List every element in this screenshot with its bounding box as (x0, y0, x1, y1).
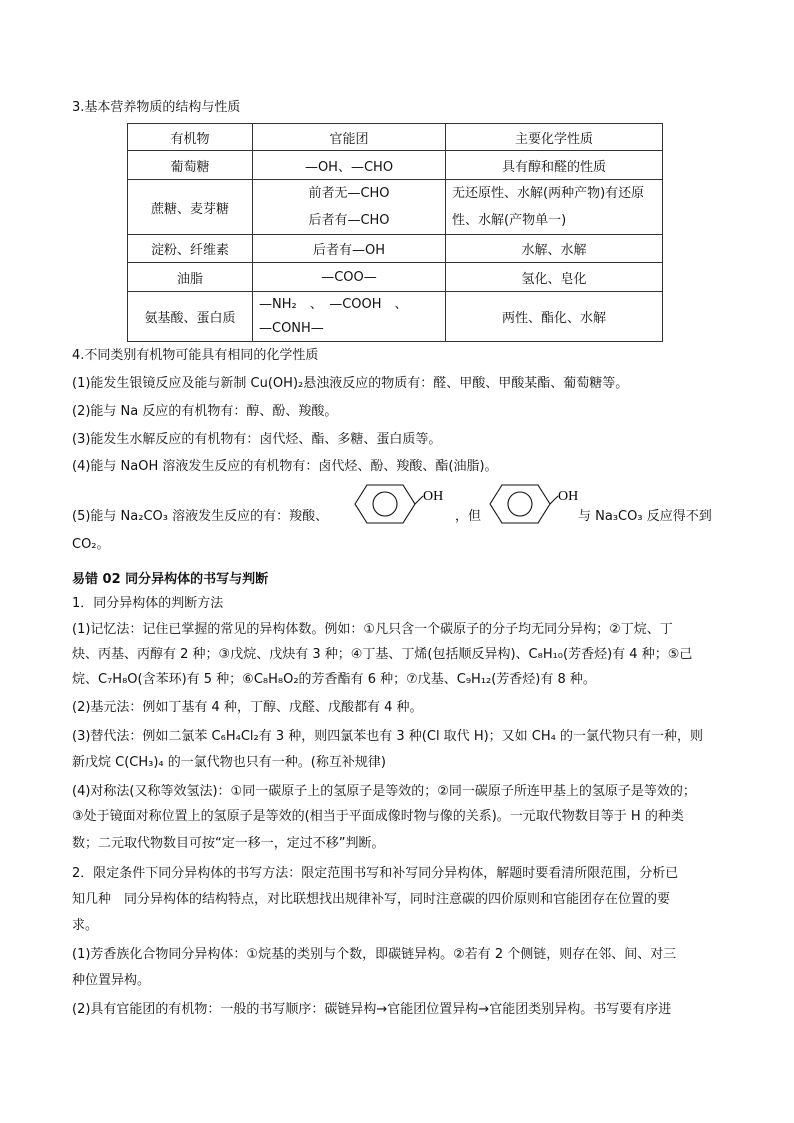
cell-compound: 油脂 (128, 263, 253, 292)
phenol-structure-1 (345, 482, 460, 526)
p1-a2: 炔、丙基、丙醇有 2 种；③戊烷、戊炔有 3 种；④丁基、丁烯(包括顺反异构)、C₈H₁₀(芳香烃)有 4 种；⑤己 (72, 647, 693, 662)
s4-line4: (4)能与 NaOH 溶液发生反应的有机物有：卤代烃、酚、羧酸、酯(油脂)。 (72, 459, 498, 474)
cell-group-line1: 前者无—CHO (308, 186, 390, 201)
cell-compound: 氨基酸、蛋白质 (128, 292, 253, 342)
cell-compound: 淀粉、纤维素 (128, 235, 253, 263)
oh-label: OH (558, 489, 579, 504)
p1-c2: 新戊烷 C(CH₃)₄ 的一氯代物也只有一种。(称互补规律) (72, 755, 386, 770)
table-row (128, 263, 663, 292)
p2-b2: 种位置异构。 (72, 973, 151, 988)
cell-compound: 葡萄糖 (128, 151, 253, 180)
error-section-title: 易错 02 同分异构体的书写与判断 (72, 572, 269, 587)
table-row (128, 180, 663, 235)
s4-line5d: CO₂。 (72, 537, 110, 552)
p1-b1: (2)基元法：例如丁基有 4 种，丁醇、戊醛、戊酸都有 4 种。 (72, 700, 423, 715)
cell-compound: 蔗糖、麦芽糖 (128, 180, 253, 235)
cell-group (253, 180, 446, 235)
oh-label: OH (423, 489, 444, 504)
table-header-row (128, 124, 663, 151)
cell-group: —OH、—CHO (253, 151, 446, 180)
section3-title: 3.基本营养物质的结构与性质 (72, 100, 241, 115)
cell-property (446, 180, 663, 235)
p1-d1: (4)对称法(又称等效氢法)：①同一碳原子上的氢原子是等效的；②同一碳原子所连甲基上的氢原子是等效的； (72, 784, 696, 799)
table-row (128, 235, 663, 263)
cell-group (253, 292, 446, 342)
s4-line5c: 与 Na₃CO₃ 反应得不到 (578, 509, 712, 524)
s4-line5b: ，但 (455, 509, 482, 524)
cell-property-line1: 无还原性、水解(两种产物)有还原 (452, 186, 645, 201)
s4-line5a: (5)能与 Na₂CO₃ 溶液发生反应的有：羧酸、 (72, 509, 329, 524)
table-row (128, 151, 663, 180)
table-row (128, 292, 663, 342)
s4-line1: (1)能发生银镜反应及能与新制 Cu(OH)₂悬浊液反应的物质有：醛、甲酸、甲酸某酯、葡萄糖等。 (72, 376, 629, 391)
cell-group: 后者有—OH (253, 235, 446, 263)
cell-property: 水解、水解 (446, 235, 663, 263)
p2-a2: 知几种 同分异构体的结构特点，对比联想找出规律补写，同时注意碳的四价原则和官能团存在位置的要 (72, 892, 671, 907)
p1-a1: (1)记忆法：记住已掌握的常见的异构体数。例如：①凡只含一个碳原子的分子均无同分异构；②丁烷、丁 (72, 622, 673, 637)
cell-group: —COO— (253, 263, 446, 292)
s4-line2: (2)能与 Na 反应的有机物有：醇、酚、羧酸。 (72, 404, 338, 419)
p1-c1: (3)替代法：例如二氯苯 C₆H₄Cl₂有 3 种，则四氯苯也有 3 种(Cl 取代 H)；又如 CH₄ 的一氯代物只有一种，则 (72, 729, 703, 744)
p2-c1: (2)具有官能团的有机物：一般的书写顺序：碳链异构→官能团位置异构→官能团类别异构。书写要有序进 (72, 1002, 672, 1017)
cell-property: 氢化、皂化 (446, 263, 663, 292)
p2-a1: 2．限定条件下同分异构体的书写方法：限定范围书写和补写同分异构体，解题时要看清所限范围，分析已 (72, 866, 679, 881)
cell-property: 具有醇和醛的性质 (446, 151, 663, 180)
cell-property: 两性、酯化、水解 (446, 292, 663, 342)
cell-property-line2: 性、水解(产物单一) (452, 213, 567, 228)
cell-group-line1: —NH₂ 、 —COOH 、 (259, 296, 408, 312)
section4-title: 4.不同类别有机物可能具有相同的化学性质 (72, 348, 319, 363)
p1-title: 1．同分异构体的判断方法 (72, 596, 224, 611)
header-property: 主要化学性质 (446, 124, 663, 151)
p2-a3: 求。 (72, 918, 99, 933)
header-compound: 有机物 (128, 124, 253, 151)
nutrient-table (127, 123, 663, 342)
cell-group-line2: —CONH— (259, 320, 324, 336)
cell-group-line2: 后者有—CHO (308, 213, 390, 228)
p1-d2: ③处于镜面对称位置上的氢原子是等效的(相当于平面成像时物与像的关系)。一元取代物数目等于 H 的种类 (72, 809, 684, 824)
p1-d3: 数；二元取代物数目可按“定一移一，定过不移”判断。 (72, 836, 385, 851)
p2-b1: (1)芳香族化合物同分异构体：①烷基的类别与个数，即碳链异构。②若有 2 个侧链，则存在邻、间、对三 (72, 947, 677, 962)
s4-line3: (3)能发生水解反应的有机物有：卤代烃、酯、多糖、蛋白质等。 (72, 432, 442, 447)
header-group: 官能团 (253, 124, 446, 151)
p1-a3: 烷、C₇H₈O(含苯环)有 5 种；⑥C₈H₈O₂的芳香酯有 6 种；⑦戊基、C₉H₁₂(芳香烃)有 8 种。 (72, 672, 596, 687)
